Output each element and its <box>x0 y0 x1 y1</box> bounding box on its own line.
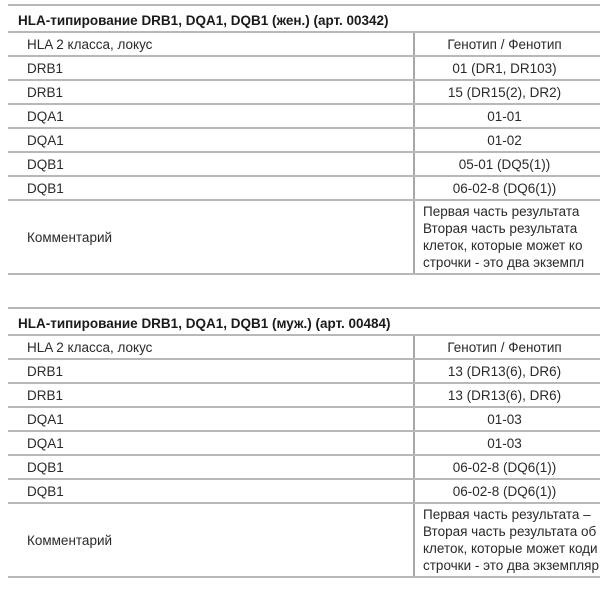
locus-cell: DRB1 <box>8 56 414 80</box>
genotype-cell: 06-02-8 (DQ6(1)) <box>414 479 600 503</box>
table-row <box>8 455 600 479</box>
locus-cell: DQB1 <box>8 152 414 176</box>
comment-line: Первая часть результата <box>423 204 580 219</box>
comment-line: строчки - это два экземпляр <box>423 558 599 573</box>
comment-line: строчки - это два экземпл <box>423 255 585 270</box>
comment-line: Вторая часть результата об <box>423 524 597 539</box>
header-row <box>8 33 600 56</box>
genotype-cell: 13 (DR13(6), DR6) <box>414 359 600 383</box>
table-row <box>8 128 600 152</box>
locus-cell: DRB1 <box>8 359 414 383</box>
genotype-cell: 01 (DR1, DR103) <box>414 56 600 80</box>
genotype-cell: 01-02 <box>414 128 600 152</box>
results-table <box>8 336 600 578</box>
comment-row <box>8 200 600 274</box>
locus-header: HLA 2 класса, локус <box>8 33 414 56</box>
table-title: HLA-типирование DRB1, DQA1, DQB1 (жен.) (арт. 00342) <box>8 6 600 33</box>
table-row <box>8 407 600 431</box>
genotype-header: Генотип / Фенотип <box>414 33 600 56</box>
table-title: HLA-типирование DRB1, DQA1, DQB1 (муж.) (арт. 00484) <box>8 309 600 336</box>
table-row <box>8 56 600 80</box>
locus-header: HLA 2 класса, локус <box>8 336 414 359</box>
locus-cell: DQA1 <box>8 431 414 455</box>
comment-line: клеток, которые может ко <box>423 238 583 253</box>
genotype-cell: 06-02-8 (DQ6(1)) <box>414 176 600 200</box>
comment-line: клеток, которые может коди <box>423 541 598 556</box>
comment-line: Первая часть результата – <box>423 507 591 522</box>
locus-cell: DQB1 <box>8 176 414 200</box>
comment-line: Вторая часть результата <box>423 221 578 236</box>
table-row <box>8 80 600 104</box>
hla-table-female <box>8 4 600 275</box>
comment-text <box>414 200 600 274</box>
locus-cell: DQA1 <box>8 128 414 152</box>
locus-cell: DRB1 <box>8 383 414 407</box>
table-row <box>8 431 600 455</box>
genotype-header: Генотип / Фенотип <box>414 336 600 359</box>
genotype-cell: 06-02-8 (DQ6(1)) <box>414 455 600 479</box>
table-row <box>8 359 600 383</box>
locus-cell: DQA1 <box>8 407 414 431</box>
locus-cell: DQB1 <box>8 455 414 479</box>
table-row <box>8 479 600 503</box>
comment-text <box>414 503 600 577</box>
locus-cell: DQB1 <box>8 479 414 503</box>
table-row <box>8 104 600 128</box>
genotype-cell: 01-03 <box>414 431 600 455</box>
comment-label: Комментарий <box>8 200 414 274</box>
header-row <box>8 336 600 359</box>
genotype-cell: 01-03 <box>414 407 600 431</box>
results-table <box>8 33 600 275</box>
table-row <box>8 152 600 176</box>
locus-cell: DRB1 <box>8 80 414 104</box>
genotype-cell: 15 (DR15(2), DR2) <box>414 80 600 104</box>
comment-row <box>8 503 600 577</box>
genotype-cell: 05-01 (DQ5(1)) <box>414 152 600 176</box>
table-row <box>8 383 600 407</box>
comment-label: Комментарий <box>8 503 414 577</box>
table-row <box>8 176 600 200</box>
hla-table-male <box>8 307 600 578</box>
genotype-cell: 01-01 <box>414 104 600 128</box>
genotype-cell: 13 (DR13(6), DR6) <box>414 383 600 407</box>
locus-cell: DQA1 <box>8 104 414 128</box>
